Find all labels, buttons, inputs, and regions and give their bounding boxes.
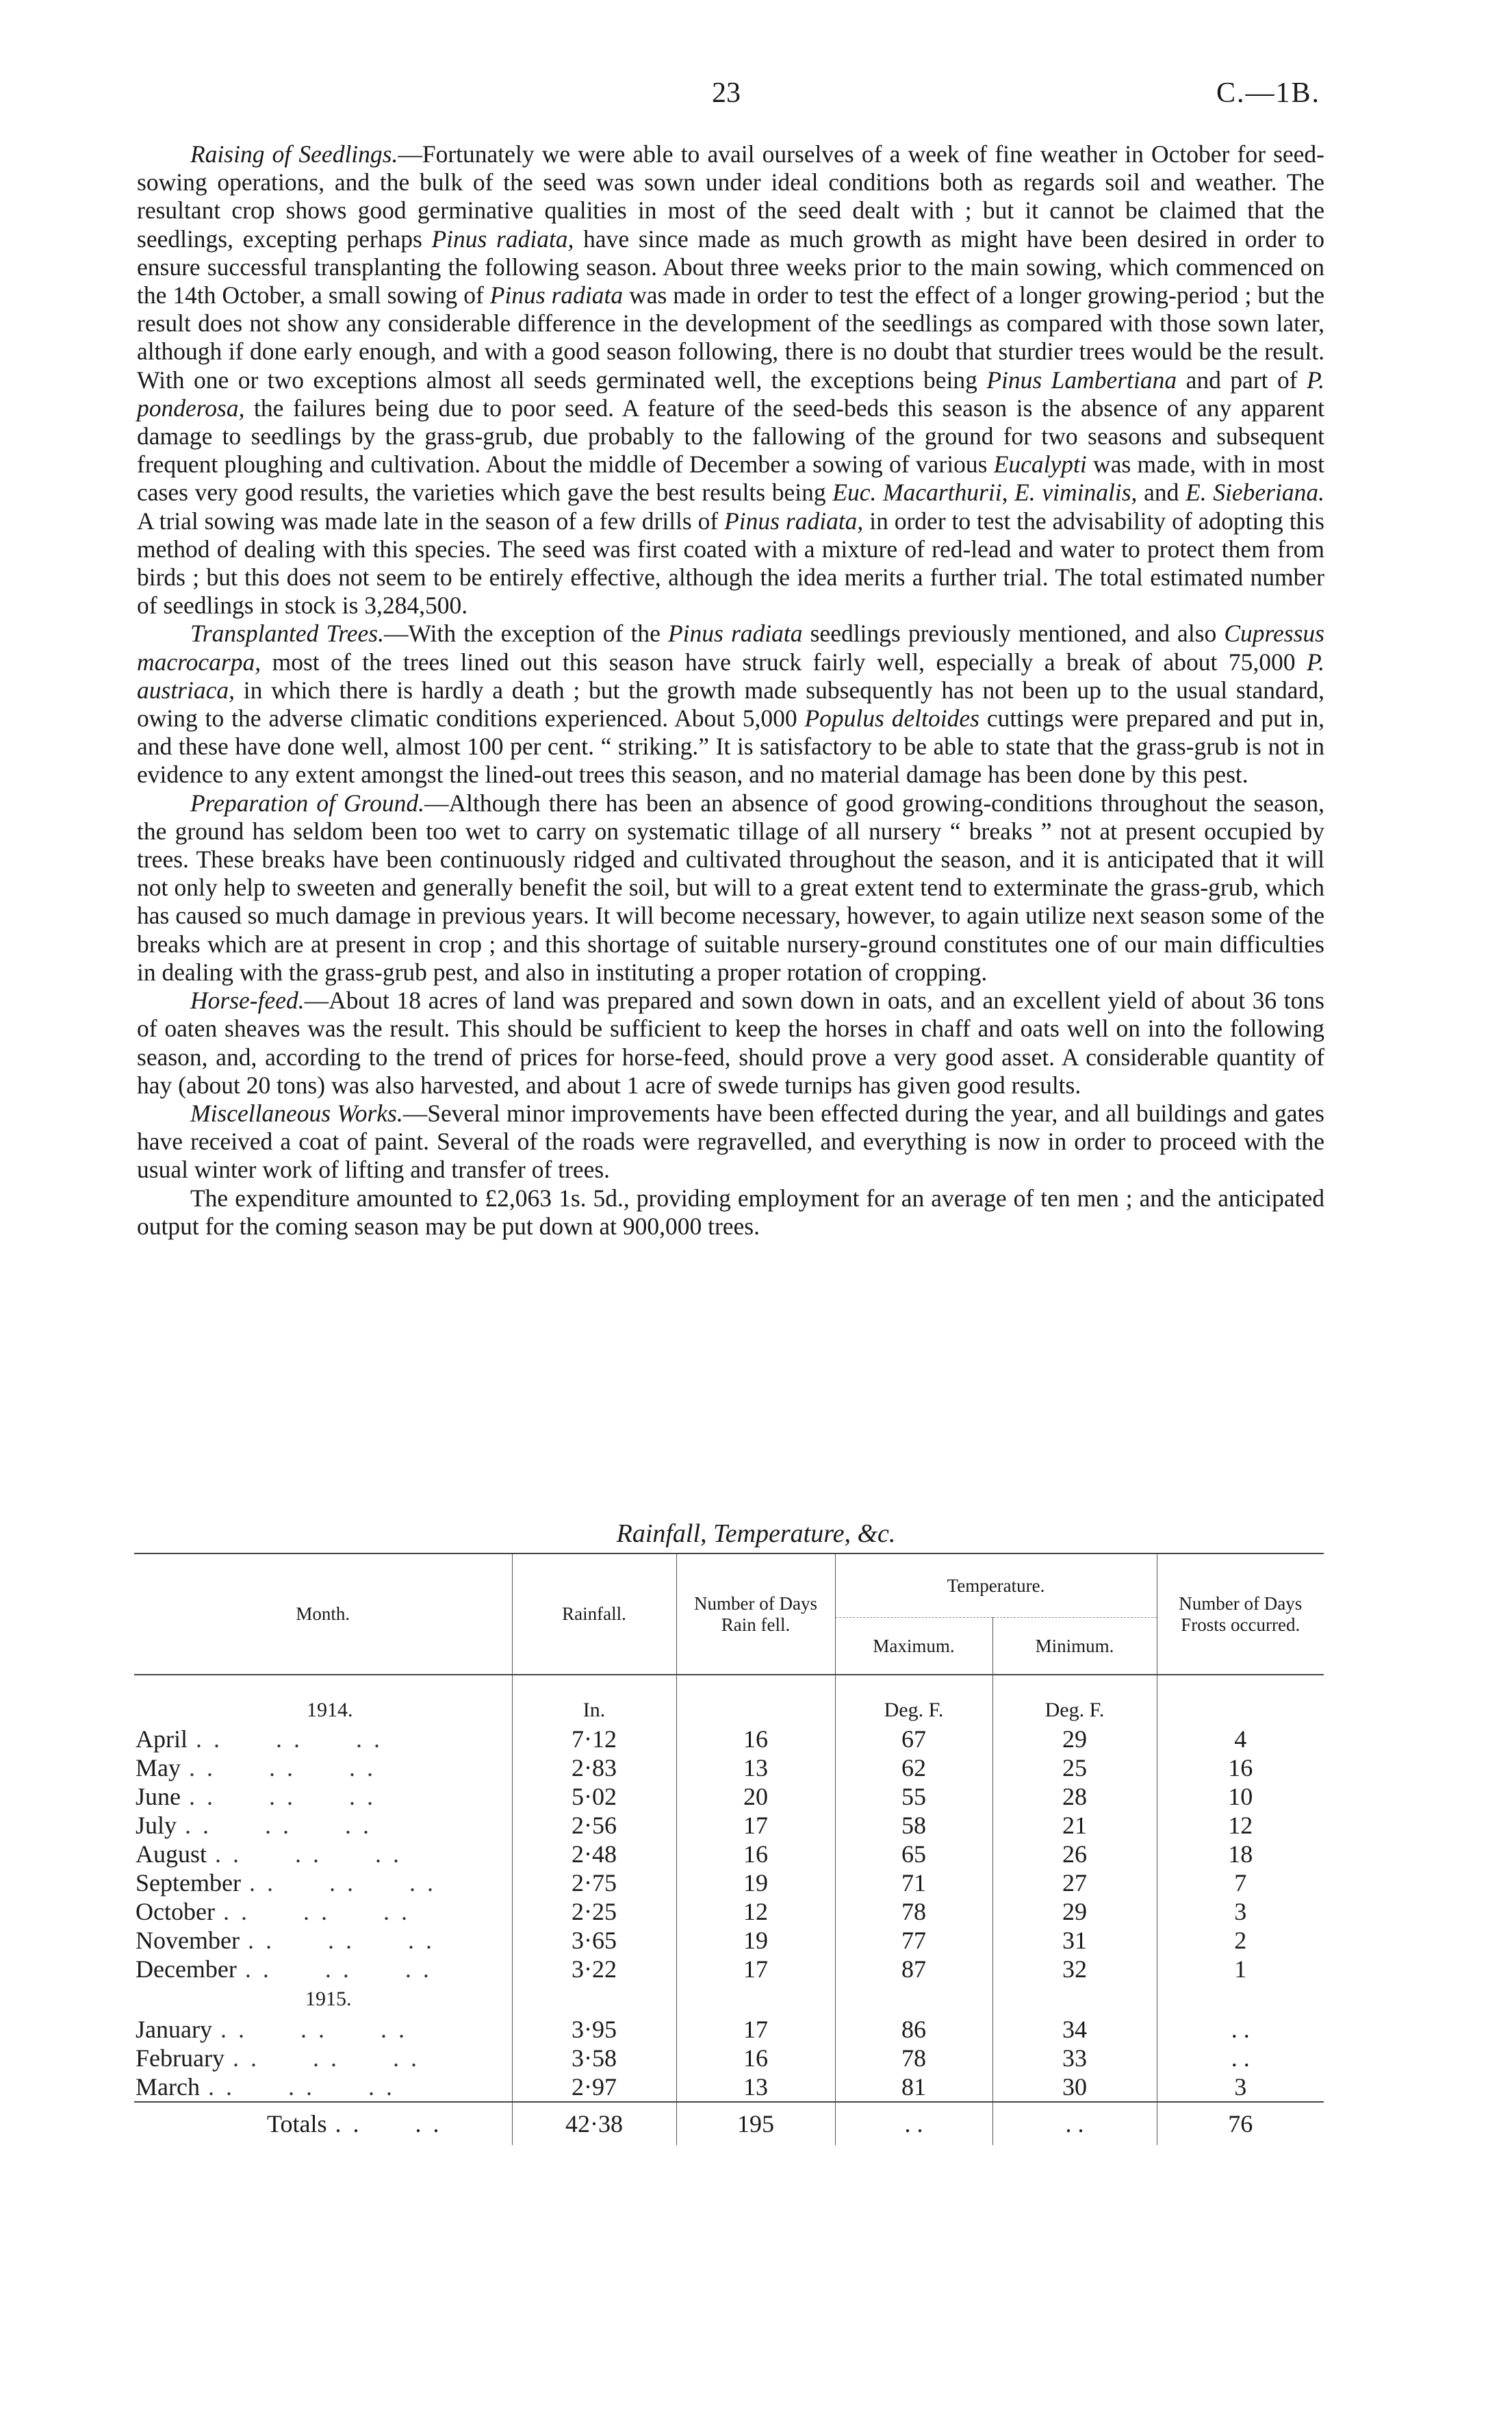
- header-frosts: Number of Days Frosts occurred.: [1157, 1553, 1324, 1675]
- dot-leader: . . . . . .: [232, 2044, 420, 2072]
- minimum-temp: 32: [992, 1955, 1157, 1983]
- frost-days-value: 7: [1157, 1868, 1324, 1897]
- minimum-temp: 27: [992, 1868, 1157, 1897]
- text-run: The expenditure amounted to £2,063 1s. 5d., providing employment for an average of ten men ; and the anticipated output for the coming season may be put down at 900,000 trees.: [137, 1184, 1324, 1240]
- table-row: [134, 1782, 1324, 1811]
- minimum-temp: 29: [992, 1897, 1157, 1926]
- species-name: Pinus radiata: [667, 620, 803, 648]
- species-name: P. ponderosa,: [137, 366, 1324, 422]
- frost-days-value: 16: [1157, 1753, 1324, 1782]
- rainfall-value: 3·95: [512, 2015, 676, 2044]
- table-row: [134, 1868, 1324, 1897]
- paragraph-heading: Miscellaneous Works.: [190, 1099, 403, 1127]
- paragraph-raising-seedlings: [137, 140, 1324, 620]
- dot-leader: . . . . . .: [189, 1754, 376, 1781]
- header-maximum: Maximum.: [835, 1618, 992, 1675]
- species-name: P. austriaca,: [137, 648, 1324, 704]
- dot-leader: . . . . . .: [222, 1898, 410, 1925]
- table-row: [134, 1811, 1324, 1840]
- month-name: December: [136, 1955, 237, 1983]
- page-header: [0, 77, 1512, 118]
- maximum-temp: 77: [835, 1926, 992, 1955]
- text-run: and: [1137, 479, 1186, 507]
- rainfall-value: 3·22: [512, 1955, 676, 1983]
- maximum-temp: 81: [835, 2072, 992, 2102]
- unit-minimum: Deg. F.: [992, 1675, 1157, 1725]
- month-cell: [134, 1782, 512, 1811]
- rainfall-value: 2·25: [512, 1897, 676, 1926]
- text-run: seedlings previously mentioned, and also: [802, 620, 1225, 648]
- dot-leader: . . . . . .: [196, 1725, 383, 1753]
- species-name: Eucalypti: [993, 451, 1087, 479]
- rainfall-value: 2·75: [512, 1868, 676, 1897]
- rainfall-temperature-table: [134, 1553, 1324, 2145]
- month-cell: [134, 1725, 512, 1753]
- dot-leader: . . . . . .: [248, 1869, 436, 1897]
- month-name: May: [136, 1754, 181, 1781]
- month-cell: [134, 2044, 512, 2072]
- minimum-temp: 31: [992, 1926, 1157, 1955]
- rainfall-value: 2·56: [512, 1811, 676, 1840]
- species-name: Euc. Macarthurii, E. viminalis,: [832, 479, 1138, 507]
- month-cell: [134, 1811, 512, 1840]
- month-name: October: [136, 1898, 215, 1925]
- table-row: [134, 2015, 1324, 2044]
- paragraph-horse-feed: [137, 987, 1324, 1100]
- text-run: and part of: [1177, 366, 1307, 394]
- rainfall-value: 2·48: [512, 1840, 676, 1868]
- frost-days-value: 3: [1157, 2072, 1324, 2102]
- document-reference: C.—1B.: [1216, 77, 1320, 109]
- text-run: —About 18 acres of land was prepared and sown down in oats, and an excellent yield of about 36 tons of oaten sheaves was the result. This should be sufficient to keep the horses in chaff and oats well on into the following season, and, according to the trend of prices for horse-feed, should prove a very good asset. A considerable quantity of hay (about 20 tons) was also harvested, and about 1 acre of swede turnips has given good results.: [137, 987, 1324, 1099]
- unit-days: [676, 1675, 835, 1725]
- table-row: [134, 1926, 1324, 1955]
- text-run: —Several minor improvements have been effected during the year, and all buildings and gates have received a coat of paint. Several of the roads were regravelled, and everything is now in order to proceed with the usual winter work of lifting and transfer of trees.: [137, 1099, 1324, 1184]
- paragraph-expenditure: [137, 1184, 1324, 1241]
- maximum-temp: 78: [835, 1897, 992, 1926]
- text-run: cuttings were prepared and put in, and these have done well, almost 100 per cent. “ striking.” It is satisfactory to be able to state that the grass-grub is not in evidence to any extent amongst the lined-out trees this season, and no material damage has been done by this pest.: [137, 705, 1324, 789]
- species-name: Cupressus macrocarpa,: [137, 620, 1324, 676]
- totals-label-cell: [134, 2102, 512, 2145]
- dot-leader: . . . . . .: [244, 1955, 432, 1983]
- frost-days-value: 18: [1157, 1840, 1324, 1868]
- year-row-blank: [512, 1983, 676, 2015]
- rainfall-value: 3·58: [512, 2044, 676, 2072]
- text-run: in order to test the advisability of adopting this method of dealing with this species. The seed was first coated with a mixture of red-lead and water to protect them from birds ; but this does not seem to be entirely effective, although the idea merits a further trial. The total estimated number of seedlings in stock is 3,284,500.: [137, 507, 1324, 620]
- paragraph-preparation-of-ground: [137, 789, 1324, 987]
- table-row: [134, 1753, 1324, 1782]
- maximum-temp: 62: [835, 1753, 992, 1782]
- minimum-temp: 30: [992, 2072, 1157, 2102]
- table-body: [134, 1675, 1324, 2102]
- species-name: E. Sieberiana.: [1186, 479, 1324, 507]
- frost-days-value: 12: [1157, 1811, 1324, 1840]
- days-rain-value: 17: [676, 2015, 835, 2044]
- unit-rainfall: In.: [512, 1675, 676, 1725]
- month-cell: [134, 1926, 512, 1955]
- dot-leader: . . . . . .: [215, 1840, 402, 1868]
- text-run: —Although there has been an absence of good growing-conditions throughout the season, the ground has seldom been too wet to carry on systematic tillage of all nursery “ breaks ” not at present occupied by trees. These breaks have been continuously ridged and cultivated throughout the season, and it is anticipated that it will not only help to sweeten and generally benefit the soil, but will to a great extent tend to exterminate the grass-grub, which has caused so much damage in previous years. It will become necessary, however, to again utilize next season some of the breaks which are at present in crop ; and this shortage of suitable nursery-ground constitutes one of our main difficulties in dealing with the grass-grub pest, and also in instituting a proper rotation of cropping.: [137, 789, 1324, 986]
- paragraph-transplanted-trees: [137, 620, 1324, 789]
- frost-days-value: 4: [1157, 1725, 1324, 1753]
- paragraph-miscellaneous-works: [137, 1100, 1324, 1184]
- totals-days: 195: [676, 2102, 835, 2145]
- paragraph-heading: Transplanted Trees.: [190, 620, 385, 648]
- dot-leader: . . . .: [335, 2110, 442, 2138]
- totals-row: [134, 2102, 1324, 2145]
- species-name: Pinus radiata,: [724, 507, 864, 535]
- month-name: June: [136, 1783, 181, 1810]
- minimum-temp: 34: [992, 2015, 1157, 2044]
- species-name: Pinus radiata,: [431, 225, 574, 253]
- minimum-temp: 29: [992, 1725, 1157, 1753]
- dot-leader: . . . . . .: [247, 1927, 435, 1954]
- unit-frosts: [1157, 1675, 1324, 1725]
- maximum-temp: 65: [835, 1840, 992, 1868]
- dot-leader: . . . . . .: [185, 1812, 372, 1839]
- dot-leader: . . . . . .: [207, 2073, 395, 2101]
- text-run: —With the exception of the: [384, 620, 668, 648]
- maximum-temp: 58: [835, 1811, 992, 1840]
- month-name: August: [136, 1840, 207, 1868]
- totals-maximum: . .: [835, 2102, 992, 2145]
- minimum-temp: 25: [992, 1753, 1157, 1782]
- units-row: [134, 1675, 1324, 1725]
- days-rain-value: 20: [676, 1782, 835, 1811]
- text-run: A trial sowing was made late in the season of a few drills of: [137, 507, 725, 535]
- rainfall-value: 2·83: [512, 1753, 676, 1782]
- year-row-blank: [676, 1983, 835, 2015]
- rainfall-value: 3·65: [512, 1926, 676, 1955]
- table-row: [134, 1840, 1324, 1868]
- frost-days-value: . .: [1157, 2015, 1324, 2044]
- table-row: [134, 1725, 1324, 1753]
- table-row: [134, 1955, 1324, 1983]
- days-rain-value: 13: [676, 1753, 835, 1782]
- header-temperature: Temperature.: [835, 1553, 1157, 1618]
- unit-maximum: Deg. F.: [835, 1675, 992, 1725]
- header-days-rain: Number of Days Rain fell.: [676, 1553, 835, 1675]
- header-rainfall: Rainfall.: [512, 1553, 676, 1675]
- days-rain-value: 17: [676, 1811, 835, 1840]
- frost-days-value: 3: [1157, 1897, 1324, 1926]
- species-name: Populus deltoides: [804, 705, 979, 733]
- report-body: [137, 140, 1324, 1241]
- month-name: November: [136, 1927, 240, 1954]
- totals-minimum: . .: [992, 2102, 1157, 2145]
- minimum-temp: 33: [992, 2044, 1157, 2072]
- text-run: have since made as much growth as might have been desired in order to ensure successful transplanting the following season. About three weeks prior to the main sowing, which commenced on the 14th October, a small sowing of: [137, 225, 1325, 309]
- days-rain-value: 12: [676, 1897, 835, 1926]
- month-name: March: [136, 2073, 200, 2101]
- text-run: was made, with in most cases very good results, the varieties which gave the best results being: [137, 451, 1324, 507]
- maximum-temp: 87: [835, 1955, 992, 1983]
- species-name: Pinus radiata: [489, 281, 624, 309]
- table-row: [134, 1897, 1324, 1926]
- month-name: September: [136, 1869, 241, 1897]
- days-rain-value: 16: [676, 1840, 835, 1868]
- month-cell: [134, 1897, 512, 1926]
- maximum-temp: 55: [835, 1782, 992, 1811]
- paragraph-heading: Raising of Seedlings.: [190, 140, 398, 168]
- days-rain-value: 19: [676, 1926, 835, 1955]
- maximum-temp: 78: [835, 2044, 992, 2072]
- dot-leader: . . . . . .: [189, 1783, 376, 1810]
- paragraph-heading: Horse-feed.: [190, 987, 305, 1015]
- year-row: [134, 1983, 1324, 2015]
- days-rain-value: 16: [676, 1725, 835, 1753]
- days-rain-value: 19: [676, 1868, 835, 1897]
- frost-days-value: 1: [1157, 1955, 1324, 1983]
- month-name: February: [136, 2044, 225, 2072]
- rainfall-value: 5·02: [512, 1782, 676, 1811]
- text-run: in which there is hardly a death ; but the growth made subsequently has not been up to the usual standard, owing to the adverse climatic conditions experienced. About 5,000: [137, 676, 1324, 733]
- month-cell: [134, 2015, 512, 2044]
- paragraph-heading: Preparation of Ground.: [190, 789, 425, 817]
- table-row: [134, 2072, 1324, 2102]
- rainfall-value: 7·12: [512, 1725, 676, 1753]
- month-name: July: [136, 1812, 177, 1839]
- month-cell: [134, 1868, 512, 1897]
- year-label: [134, 1675, 512, 1725]
- species-name: Pinus Lambertiana: [986, 366, 1177, 394]
- minimum-temp: 28: [992, 1782, 1157, 1811]
- maximum-temp: 71: [835, 1868, 992, 1897]
- year-row-blank: [1157, 1983, 1324, 2015]
- header-minimum: Minimum.: [992, 1618, 1157, 1675]
- table-caption: Rainfall, Temperature, &c.: [616, 1519, 896, 1548]
- text-run: the failures being due to poor seed. A feature of the seed-beds this season is the absence of any apparent damage to seedlings by the grass-grub, due probably to the fallowing of the ground for two seasons and subsequent frequent ploughing and cultivation. About the middle of December a sowing of various: [137, 394, 1324, 479]
- month-name: April: [136, 1725, 188, 1753]
- text-run: most of the trees lined out this season have struck fairly well, especially a break of about 75,000: [261, 648, 1307, 676]
- month-cell: [134, 2072, 512, 2102]
- month-cell: [134, 1753, 512, 1782]
- totals-rainfall: 42·38: [512, 2102, 676, 2145]
- table-row: [134, 2044, 1324, 2072]
- days-rain-value: 16: [676, 2044, 835, 2072]
- frost-days-value: . .: [1157, 2044, 1324, 2072]
- totals-label: Totals: [267, 2110, 327, 2138]
- frost-days-value: 10: [1157, 1782, 1324, 1811]
- month-name: January: [136, 2016, 212, 2043]
- dot-leader: . . . . . .: [220, 2016, 407, 2043]
- minimum-temp: 21: [992, 1811, 1157, 1840]
- year-1914: 1914.: [307, 1699, 353, 1721]
- year-row-blank: [835, 1983, 992, 2015]
- text-run: was made in order to test the effect of a longer growing-period ; but the result does not show any considerable difference in the development of the seedlings as compared with those sown later, although if done early enough, and with a good season following, there is no doubt that sturdier trees would be the result. With one or two exceptions almost all seeds germinated well, the exceptions being: [137, 281, 1325, 394]
- minimum-temp: 26: [992, 1840, 1157, 1868]
- maximum-temp: 86: [835, 2015, 992, 2044]
- rainfall-value: 2·97: [512, 2072, 676, 2102]
- maximum-temp: 67: [835, 1725, 992, 1753]
- year-1915: 1915.: [305, 1988, 352, 2010]
- days-rain-value: 17: [676, 1955, 835, 1983]
- text-run: —Fortunately we were able to avail ourselves of a week of fine weather in October for seed-sowing operations, and the bulk of the seed was sown under ideal conditions both as regards soil and weather. The resultant crop shows good germinative qualities in most of the seed dealt with ; but it cannot be claimed that the seedlings, excepting perhaps: [137, 140, 1324, 253]
- month-cell: [134, 1840, 512, 1868]
- month-cell: [134, 1955, 512, 1983]
- frost-days-value: 2: [1157, 1926, 1324, 1955]
- days-rain-value: 13: [676, 2072, 835, 2102]
- header-month: Month.: [134, 1553, 512, 1675]
- page-number: 23: [712, 77, 741, 109]
- totals-frosts: 76: [1157, 2102, 1324, 2145]
- year-row-blank: [992, 1983, 1157, 2015]
